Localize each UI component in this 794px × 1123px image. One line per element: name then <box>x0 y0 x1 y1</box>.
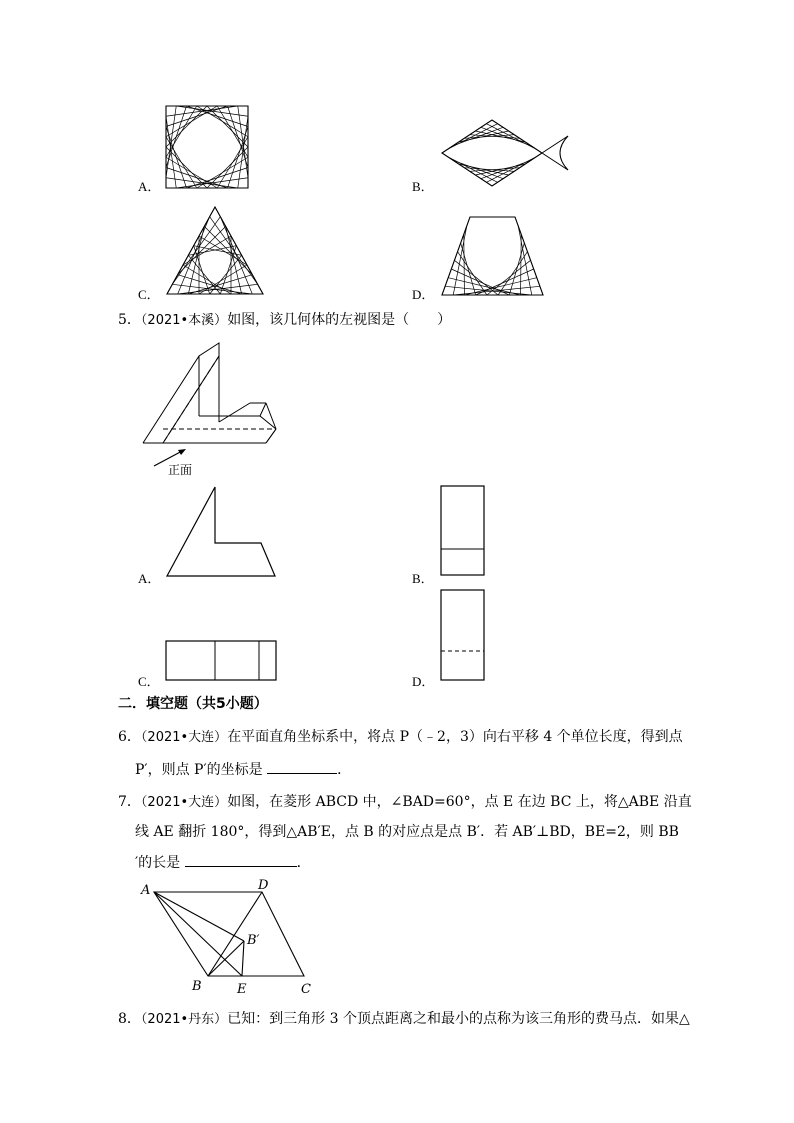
q5-source: （2021•本溪） <box>140 313 228 328</box>
option-d-label: D． <box>412 287 435 302</box>
point-e-label: E <box>237 982 247 997</box>
question-8 <box>118 1007 690 1032</box>
point-b-label: B <box>192 979 202 994</box>
q5-option-b-label: B． <box>412 571 434 586</box>
option-a-label: A． <box>138 179 161 194</box>
q5-solid-figure <box>140 338 290 473</box>
q7-line3: ′的长是 <box>135 855 181 871</box>
q5-text: 如图，该几何体的左视图是（ ） <box>227 312 452 328</box>
q5-option-c-figure <box>165 640 278 682</box>
question-6 <box>118 725 683 750</box>
option-b-figure <box>440 118 570 188</box>
q8-source: （2021•丹东） <box>140 1012 228 1027</box>
q7-line2: 线 AE 翻折 180°，得到△AB′E，点 B 的对应点是点 B′．若 AB′⊥BD，BE=2，则 BB <box>135 824 679 840</box>
q7-answer-blank[interactable] <box>185 850 297 867</box>
q6-answer-blank[interactable] <box>267 757 337 774</box>
q5-option-b-figure <box>440 485 486 577</box>
q6-source: （2021•大连） <box>140 730 228 745</box>
point-c-label: C <box>301 982 311 997</box>
option-b-label: B． <box>412 179 434 194</box>
front-label: 正面 <box>168 463 193 477</box>
q7-source: （2021•大连） <box>140 795 228 810</box>
q7-end: ． <box>296 855 311 871</box>
option-c-figure <box>165 205 265 297</box>
q6-line1: 在平面直角坐标系中，将点 P（﹣2，3）向右平移 4 个单位长度，得到点 <box>227 729 683 745</box>
q6-end: ． <box>337 762 352 778</box>
question-7-line3 <box>135 850 311 875</box>
q5-option-c-label: C． <box>138 674 160 689</box>
question-6-line2 <box>135 757 351 782</box>
q7-line1: 如图，在菱形 ABCD 中，∠BAD=60°，点 E 在边 BC 上，将△ABE 沿直 <box>227 794 692 810</box>
q6-line2: P′，则点 P′的坐标是 <box>135 762 263 778</box>
option-d-figure <box>440 215 545 297</box>
section-2-title: 二．填空题（共5小题） <box>118 696 268 712</box>
point-d-label: D <box>258 878 269 893</box>
question-7-line2 <box>135 820 679 844</box>
q5-option-d-figure <box>440 589 486 682</box>
question-7 <box>118 790 692 815</box>
q5-option-a-label: A． <box>138 571 161 586</box>
option-a-figure <box>165 105 249 189</box>
point-a-label: A <box>141 883 151 898</box>
q5-option-d-label: D． <box>412 674 435 689</box>
q5-number: 5． <box>118 312 141 328</box>
q8-text: 已知：到三角形 3 个顶点距离之和最小的点称为该三角形的费马点．如果△ <box>227 1011 690 1027</box>
q5-option-a-figure <box>165 485 277 578</box>
q8-number: 8． <box>118 1011 141 1027</box>
question-5 <box>118 308 451 333</box>
point-bp-label: B′ <box>247 933 260 948</box>
q6-number: 6． <box>118 729 141 745</box>
option-c-label: C． <box>138 287 160 302</box>
q7-rhombus-figure <box>140 878 320 1000</box>
q7-number: 7． <box>118 794 141 810</box>
